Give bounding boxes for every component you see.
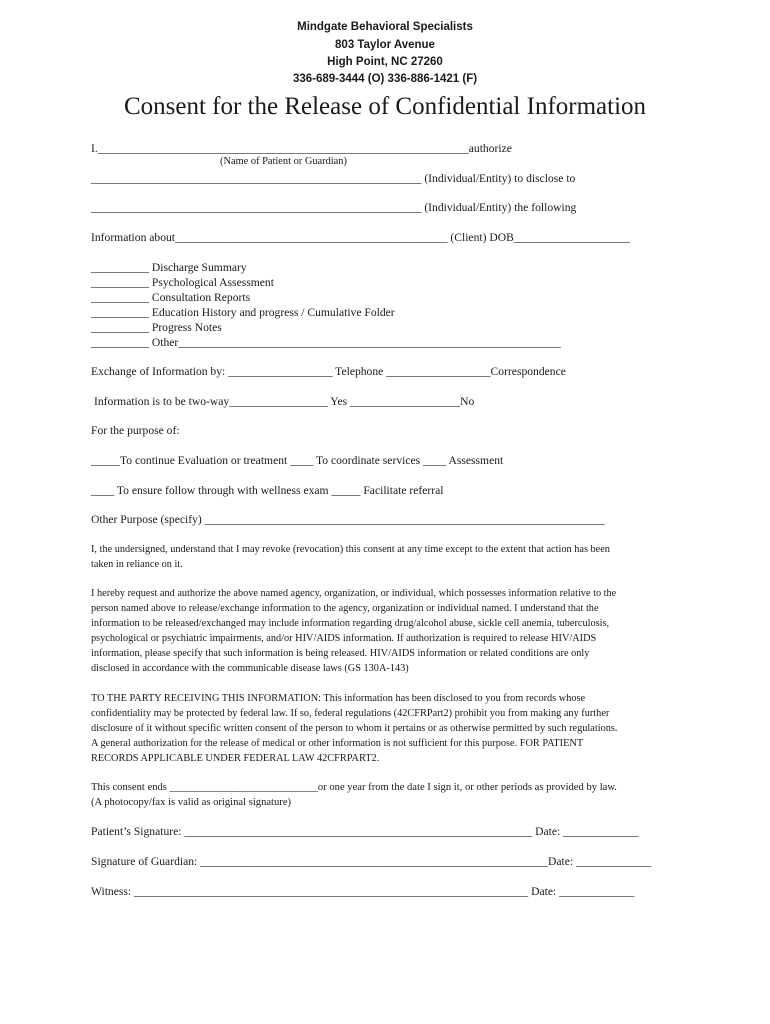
paragraph-line: psychological or psychiatric impairments, and/or HIV/AIDS information. If authorization is required to release HIV/AIDS — [91, 633, 597, 644]
two-way-line[interactable]: Information is to be two-way_________________ Yes ___________________No — [94, 395, 475, 408]
authorization-paragraph — [91, 586, 681, 676]
guardian-signature-line[interactable]: Signature of Guardian: ____________________________________________________________Date: _____________ — [91, 855, 652, 868]
purpose-options-1[interactable]: _____To continue Evaluation or treatment ____ To coordinate services ____ Assessment — [91, 454, 504, 467]
purpose-label: For the purpose of: — [91, 424, 180, 437]
consent-end-line[interactable]: This consent ends ____________________________or one year from the date I sign it, or other periods as provided by law. — [91, 782, 617, 793]
paragraph-line: disclosure of it without specific written consent of the person to whom it pertains or as otherwise permitted by such regulations. — [91, 723, 618, 734]
record-education-history[interactable]: __________ Education History and progress / Cumulative Folder — [91, 306, 395, 319]
record-psychological-assessment[interactable]: __________ Psychological Assessment — [91, 276, 274, 289]
disclose-to-line[interactable]: _________________________________________________________ (Individual/Entity) to disclose to — [91, 172, 576, 185]
other-purpose-line[interactable]: Other Purpose (specify) _____________________________________________________________________ — [91, 513, 605, 526]
photocopy-note: (A photocopy/fax is valid as original signature) — [91, 797, 292, 808]
practice-city: High Point, NC 27260 — [327, 56, 443, 68]
patient-signature-line[interactable]: Patient’s Signature: ____________________________________________________________ Date: _____________ — [91, 825, 639, 838]
patient-name-caption: (Name of Patient or Guardian) — [220, 156, 347, 167]
paragraph-line: disclosed in accordance with the communicable disease laws (GS 130A-143) — [91, 663, 409, 674]
recipient-entity-line[interactable]: _________________________________________________________ (Individual/Entity) the following — [91, 201, 577, 214]
purpose-options-2[interactable]: ____ To ensure follow through with wellness exam _____ Facilitate referral — [91, 484, 444, 497]
witness-signature-line[interactable]: Witness: ____________________________________________________________________ Date: _____________ — [91, 885, 635, 898]
paragraph-line: RECORDS APPLICABLE UNDER FEDERAL LAW 42CFRPART2. — [91, 753, 380, 764]
paragraph-line: confidentiality may be protected by federal law. If so, federal regulations (42CFRPart2) prohibit you from making any further — [91, 708, 610, 719]
information-about-line[interactable]: Information about_______________________________________________ (Client) DOB____________________ — [91, 231, 630, 244]
record-consultation-reports[interactable]: __________ Consultation Reports — [91, 291, 251, 304]
paragraph-line: I hereby request and authorize the above named agency, organization, or individual, which possesses information relative to the — [91, 588, 617, 599]
exchange-method-line[interactable]: Exchange of Information by: __________________ Telephone __________________Correspondence — [91, 365, 566, 378]
paragraph-line: A general authorization for the release of medical or other information is not sufficient for this purpose. FOR PATIENT — [91, 738, 584, 749]
paragraph-line: TO THE PARTY RECEIVING THIS INFORMATION: This information has been disclosed to you from records whose — [91, 693, 586, 704]
practice-phone: 336-689-3444 (O) 336-886-1421 (F) — [292, 73, 478, 85]
record-progress-notes[interactable]: __________ Progress Notes — [91, 321, 222, 334]
consent-end-paragraph — [91, 780, 681, 810]
record-other[interactable]: __________ Other__________________________________________________________________ — [91, 336, 561, 349]
record-discharge-summary[interactable]: __________ Discharge Summary — [91, 261, 247, 274]
practice-street: 803 Taylor Avenue — [335, 39, 435, 51]
practice-name: Mindgate Behavioral Specialists — [297, 21, 473, 33]
authorize-line[interactable]: I.________________________________________________________________authorize — [91, 142, 512, 155]
paragraph-line: person named above to release/exchange information to the agency, organization or individual named. I understand that the — [91, 603, 599, 614]
federal-law-notice — [91, 691, 681, 766]
paragraph-line: I, the undersigned, understand that I may revoke (revocation) this consent at any time except to the extent that action has been — [91, 544, 610, 555]
paragraph-line: taken in reliance on it. — [91, 559, 183, 570]
paragraph-line: information to be released/exchanged may include information regarding drug/alcohol abuse, sickle cell anemia, tuberculosis, — [91, 618, 610, 629]
revocation-paragraph — [91, 542, 681, 572]
form-title: Consent for the Release of Confidential Information — [123, 93, 647, 120]
paragraph-line: information, please specify that such information is being released. HIV/AIDS information or related conditions are only — [91, 648, 590, 659]
